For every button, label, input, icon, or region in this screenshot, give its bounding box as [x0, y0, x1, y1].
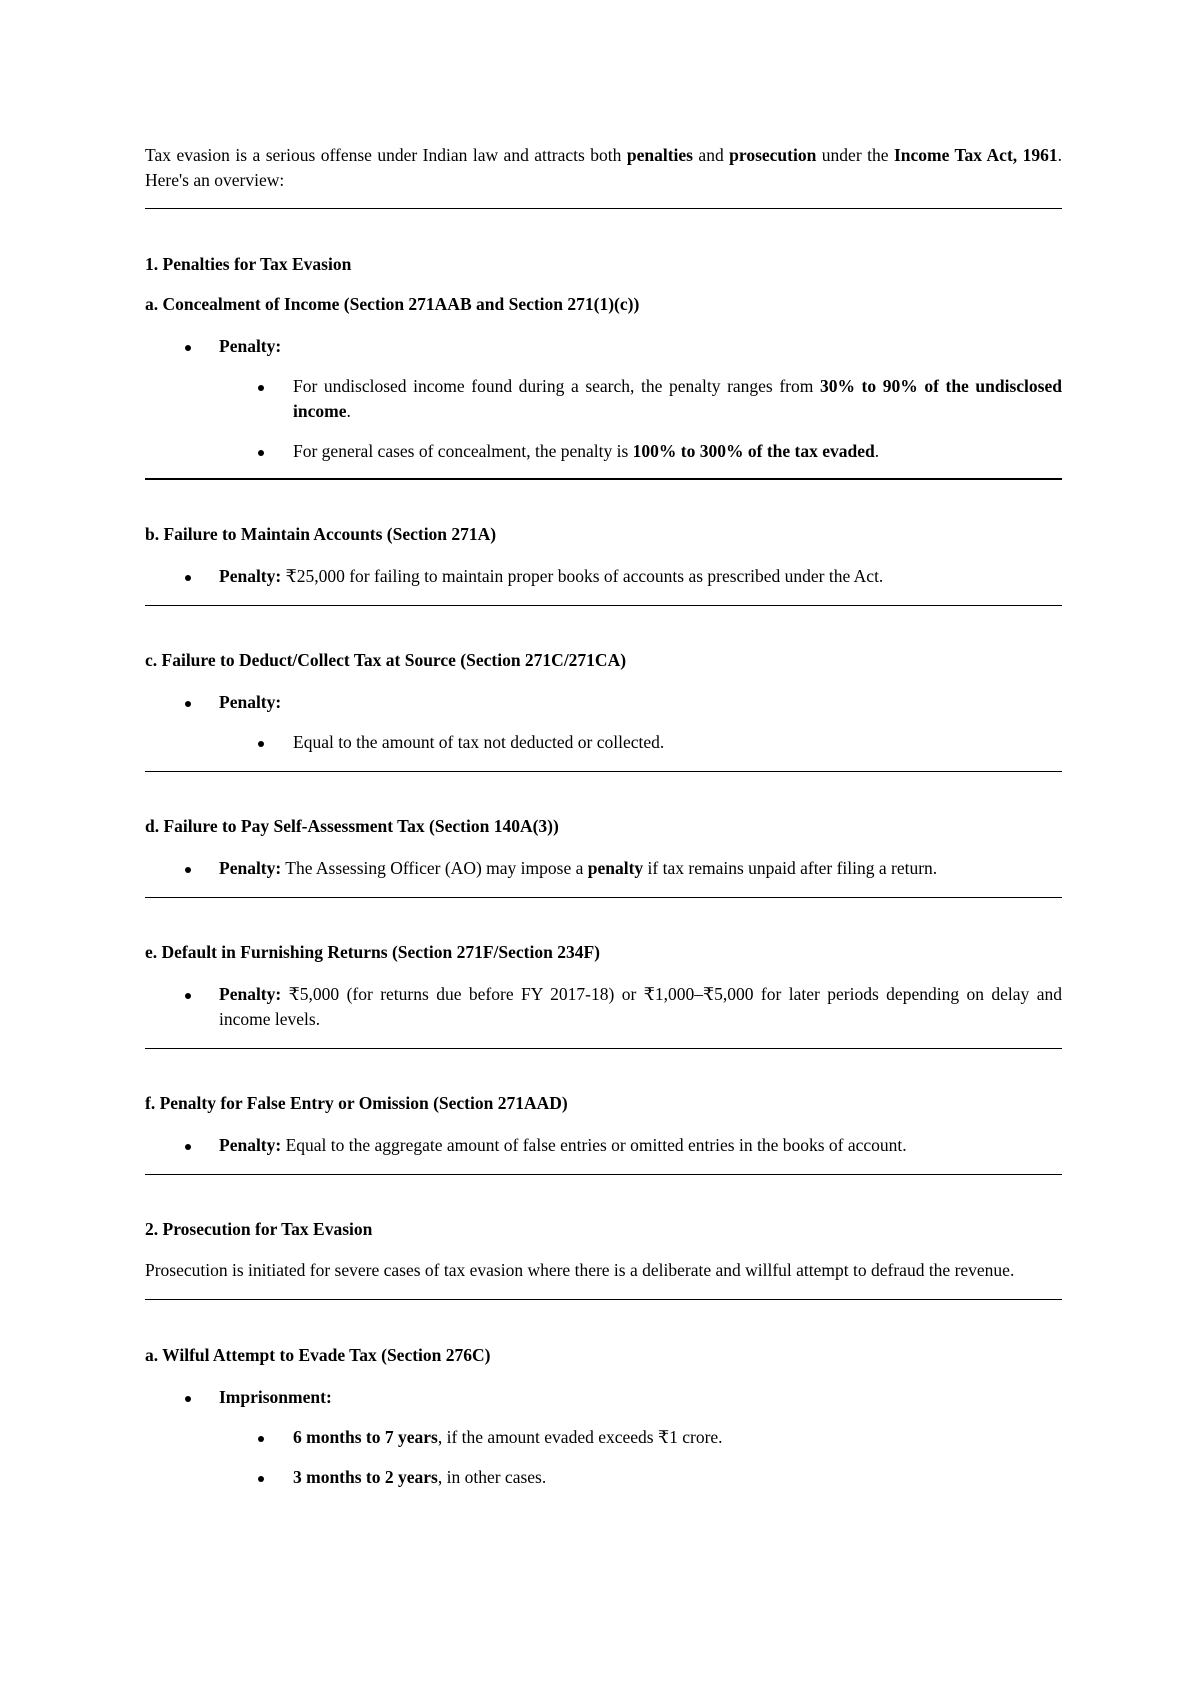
item-text: ₹5,000 (for returns due before FY 2017-18) or ₹1,000–₹5,000 for later periods depending on delay and income levels.: [219, 984, 1062, 1029]
divider: [145, 208, 1062, 209]
bullet-icon: [185, 1396, 191, 1402]
item-text: Equal to the amount of tax not deducted or collected.: [293, 732, 665, 752]
list-item: [145, 1465, 1062, 1490]
subsection-d-heading: d. Failure to Pay Self-Assessment Tax (Section 140A(3)): [145, 816, 559, 836]
item-text: The Assessing Officer (AO) may impose a: [281, 858, 588, 878]
subsection-2a-list: [145, 1385, 1062, 1490]
list-item: [145, 564, 1062, 589]
subsection-c-list: [145, 690, 1062, 755]
list-item: [145, 334, 1062, 359]
bullet-icon: [258, 1436, 264, 1442]
item-bold: 30% to 90% of the undisclosed income: [293, 376, 1062, 421]
item-text: Equal to the aggregate amount of false entries or omitted entries in the books of account.: [281, 1135, 907, 1155]
divider: [145, 897, 1062, 898]
intro-text: Tax evasion is a serious offense under Indian law and attracts both: [145, 145, 627, 165]
item-text: , if the amount evaded exceeds ₹1 crore.: [437, 1427, 723, 1447]
item-text: For undisclosed income found during a search, the penalty ranges from: [293, 376, 820, 396]
penalty-label: Penalty:: [219, 692, 282, 712]
divider: [145, 605, 1062, 606]
penalty-label: Penalty:: [219, 336, 282, 356]
intro-bold-act: Income Tax Act, 1961: [893, 145, 1058, 165]
bullet-icon: [258, 385, 264, 391]
item-text: .: [346, 401, 351, 421]
imprisonment-label: Imprisonment:: [219, 1387, 332, 1407]
list-item: [145, 1425, 1062, 1450]
penalty-label: Penalty:: [219, 1135, 282, 1155]
bullet-icon: [185, 993, 191, 999]
bullet-icon: [258, 1476, 264, 1482]
subsection-b-heading: b. Failure to Maintain Accounts (Section 271A): [145, 524, 497, 544]
list-item: [145, 856, 1062, 881]
list-item: [145, 1133, 1062, 1158]
subsection-c-heading: c. Failure to Deduct/Collect Tax at Source (Section 271C/271CA): [145, 650, 627, 670]
divider: [145, 1299, 1062, 1300]
penalty-label: Penalty:: [219, 858, 282, 878]
intro-text: . Here's an overview:: [145, 145, 1062, 190]
subsection-d-list: [145, 856, 1062, 881]
intro-bold-penalties: penalties: [626, 145, 693, 165]
bullet-icon: [185, 701, 191, 707]
list-item: [145, 982, 1062, 1032]
divider: [145, 1174, 1062, 1175]
subsection-b-list: [145, 564, 1062, 589]
subsection-e-list: [145, 982, 1062, 1032]
penalty-label: Penalty:: [219, 984, 282, 1004]
penalty-label: Penalty:: [219, 566, 282, 586]
list-item: [145, 730, 1062, 755]
section-1-heading: 1. Penalties for Tax Evasion: [145, 254, 352, 274]
bullet-icon: [185, 345, 191, 351]
subsection-a-list: [145, 334, 1062, 464]
list-item: [145, 439, 1062, 464]
item-bold: 6 months to 7 years: [293, 1427, 438, 1447]
divider: [145, 1048, 1062, 1049]
subsection-f-list: [145, 1133, 1062, 1158]
list-item: [145, 690, 1062, 715]
intro-text: and: [692, 145, 730, 165]
list-item: [145, 1385, 1062, 1410]
divider: [145, 771, 1062, 772]
item-bold: 100% to 300% of the tax evaded: [632, 441, 875, 461]
subsection-2a-heading: a. Wilful Attempt to Evade Tax (Section 276C): [145, 1345, 491, 1365]
item-text: , in other cases.: [437, 1467, 547, 1487]
bullet-icon: [185, 575, 191, 581]
subsection-f-heading: f. Penalty for False Entry or Omission (Section 271AAD): [145, 1093, 568, 1113]
intro-bold-prosecution: prosecution: [729, 145, 817, 165]
bullet-icon: [258, 741, 264, 747]
item-text: if tax remains unpaid after filing a return.: [643, 858, 938, 878]
section-2-heading: 2. Prosecution for Tax Evasion: [145, 1219, 373, 1239]
item-text: .: [874, 441, 880, 461]
bullet-icon: [185, 867, 191, 873]
list-item: [145, 374, 1062, 424]
bullet-icon: [185, 1144, 191, 1150]
item-text: For general cases of concealment, the penalty is: [293, 441, 633, 461]
divider: [145, 478, 1062, 480]
section-2-paragraph: Prosecution is initiated for severe cases of tax evasion where there is a deliberate and willful attempt to defraud the revenue.: [145, 1260, 1015, 1280]
document-page: [145, 143, 1062, 1490]
item-bold: 3 months to 2 years: [293, 1467, 438, 1487]
bullet-icon: [258, 450, 264, 456]
intro-text: under the: [816, 145, 894, 165]
subsection-a-heading: a. Concealment of Income (Section 271AAB and Section 271(1)(c)): [145, 294, 640, 314]
item-bold: penalty: [587, 858, 644, 878]
item-text: ₹25,000 for failing to maintain proper books of accounts as prescribed under the Act.: [281, 566, 884, 586]
subsection-e-heading: e. Default in Furnishing Returns (Section 271F/Section 234F): [145, 942, 600, 962]
intro-paragraph: [145, 143, 1062, 193]
